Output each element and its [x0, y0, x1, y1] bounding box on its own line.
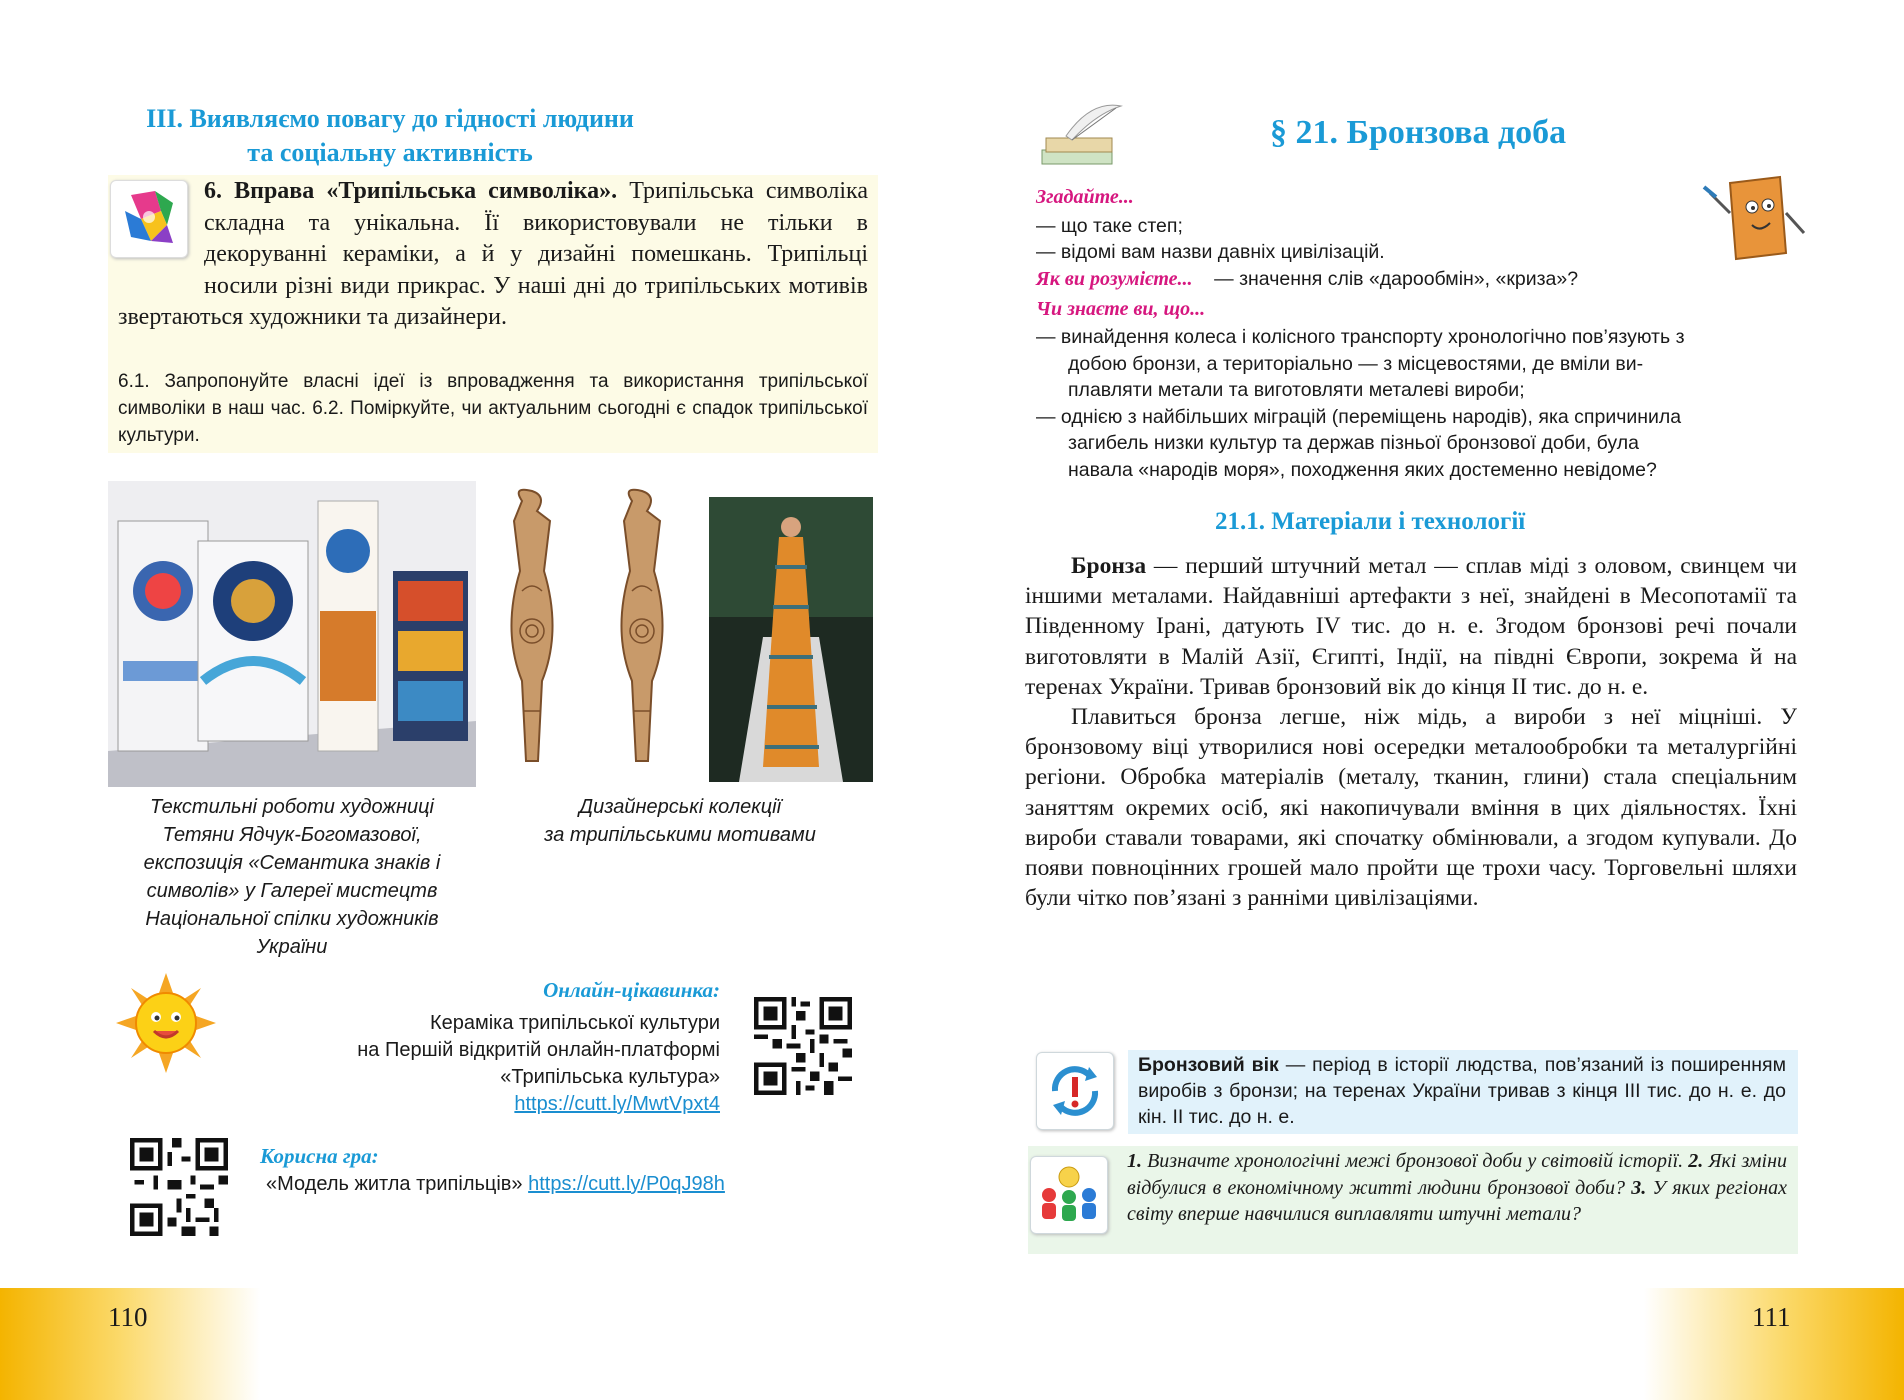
puzzle-hands-icon [110, 180, 188, 258]
recall-label: Згадайте... [1036, 186, 1134, 208]
definition-text: Бронзовий вік — період в історії людства, пов’язаний із поширенням виробів з бронзи; на теренах України тривав з кінця ІІІ тис. до н. е. до кін. ІІ тис. до н. е. [1138, 1054, 1786, 1128]
game-body: «Модель житла трипільців» https://cutt.ly/P0qJ98h [266, 1173, 725, 1195]
page-number-left: 110 [108, 1302, 148, 1332]
recall-item: — відомі вам назви давніх цивілізацій. [1036, 241, 1385, 263]
quill-book-icon [1036, 100, 1126, 180]
page-number-right: 111 [1752, 1302, 1791, 1332]
qr-code-icon[interactable] [130, 1138, 228, 1236]
gallery-photo [108, 481, 476, 787]
know-label: Чи знаєте ви, що... [1036, 298, 1206, 320]
qr-code-icon[interactable] [754, 997, 852, 1095]
questions-text: 1. Визначте хронологічні межі бронзової доби у світовій історії. 2. Які зміни відбулися в економічному житті людини бронзової доби? 3. У яких регіонах світу вперше навчилися виплавляти штучні метали? [1127, 1150, 1788, 1225]
game-title: Корисна гра: [260, 1144, 379, 1168]
exercise-text: 6. Вправа «Трипільська символіка». Трипільська символіка складна та унікальна. Її використовували не тільки в декоруванні кераміки, а й у дизайні помешкань. Трипільці носили різні види прикрас. У наші дні до трипільських мотивів звертаються художники та дизайнери. [118, 178, 869, 330]
game-link[interactable]: https://cutt.ly/P0qJ98h [528, 1173, 725, 1195]
group-discussion-icon [1030, 1156, 1108, 1234]
main-text: Бронза — перший штучний метал — сплав міді з оловом, свинцем чи іншими металами. Найдавніші артефакти з неї, знайдені в Месопотамії та Південному Ірані, датують IV тис. до н. е. Згодом бронзові речі почали виготовляти в Малій Азії, Єгипті, Індії, на півдні Європи, зокрема й на теренах України. Тривав бронзовий вік до кінця ІІ тис. до н. е. Плавиться бронза легше, ніж мідь, а вироби з неї міцніші. У бронзовому віці утворилися нові осередки металообробки та металургійні регіони. Обробка матеріалів (металу, тканин, глини) стала спеціальним заняттям окремих осіб, які накопичували вміння в цих діяльностях. Їхні вироби ставали товарами, які спочатку обмінювали, а згодом купували. До появи повноцінних грошей мало пройти ще трохи часу. Торговельні шляхи були чітко пов’язані з ранніми цивілізаціями. [1025, 553, 1797, 912]
recall-item: — що таке степ; [1036, 215, 1183, 237]
caption-design: Дизайнерські колекції за трипільськими мотивами [544, 796, 816, 846]
book-mascot-icon [1700, 163, 1810, 268]
online-title: Онлайн-цікавинка: [543, 978, 720, 1002]
section-title: ІІІ. Виявляємо повагу до гідності людини та соціальну активність [146, 104, 634, 167]
fashion-photo [709, 497, 873, 782]
sun-mascot-icon [116, 973, 216, 1073]
know-item: — винайдення колеса і колісного транспорту хронологічно пов’язують з добою бронзи, а територіально — з місцевостями, де вміли ви- плавляти метали та виготовляти металеві вироби; — однією з найбільших міграцій (переміщень народів), яка спричинила загибель низки культур та держав пізньої бронзової доби, була навала «народів моря», походження яких достеменно невідоме? [1036, 326, 1685, 481]
online-body: Кераміка трипільської культури на Першій відкритій онлайн-платформі «Трипільська культура» https://cutt.ly/MwtVpxt4 [357, 1012, 720, 1115]
online-link[interactable]: https://cutt.ly/MwtVpxt4 [514, 1093, 720, 1115]
paragraph-title: § 21. Бронзова доба [1270, 114, 1567, 151]
understand-row: Як ви розумієте... — значення слів «дарообмін», «криза»? [1036, 268, 1579, 290]
figurines-photo [492, 481, 692, 787]
page-footer [0, 1288, 1904, 1400]
exclamation-cycle-icon [1036, 1052, 1114, 1130]
caption-gallery: Текстильні роботи художниці Тетяни Ядчук-Богомазової, експозиція «Семантика знаків і символів» у Галереї мистецтв Національної спілки художників України [143, 796, 441, 958]
subsection-title: 21.1. Матеріали і технології [1215, 508, 1526, 535]
exercise-tasks: 6.1. Запропонуйте власні ідеї із впровадження та використання трипільської символіки в наш час. 6.2. Поміркуйте, чи актуальним сьогодні є спадок трипільської культури. [118, 371, 868, 446]
